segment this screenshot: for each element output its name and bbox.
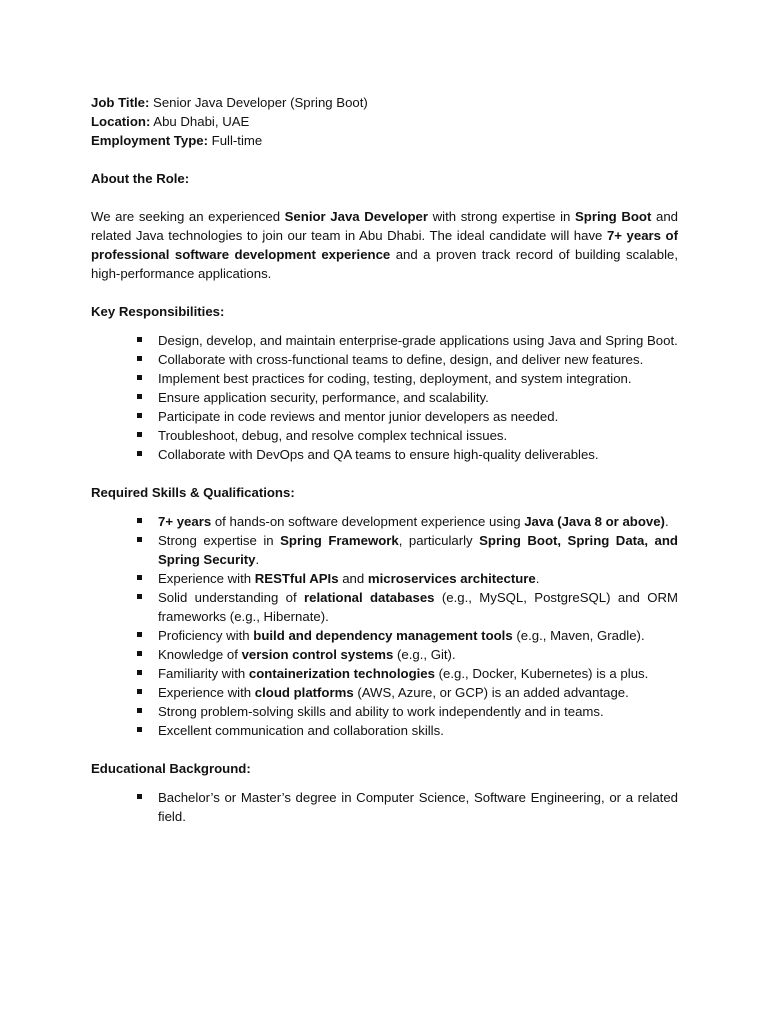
skill-bold: cloud platforms [254, 685, 354, 700]
skill-text: (e.g., Git). [393, 647, 456, 662]
location-line [91, 112, 678, 131]
skill-text: of hands-on software development experience using [211, 514, 525, 529]
square-bullet-icon [137, 794, 142, 799]
skill-text: Knowledge of [158, 647, 242, 662]
employment-type-value: Full-time [208, 133, 263, 148]
about-bold-1: Senior Java Developer [284, 209, 429, 224]
square-bullet-icon [137, 727, 142, 732]
list-item [158, 788, 678, 826]
square-bullet-icon [137, 537, 142, 542]
square-bullet-icon [137, 337, 142, 342]
location-value: Abu Dhabi, UAE [150, 114, 250, 129]
job-title-line [91, 93, 678, 112]
list-item-text: Troubleshoot, debug, and resolve complex technical issues. [158, 428, 508, 443]
skill-bold: Spring Framework [280, 533, 399, 548]
responsibilities-heading: Key Responsibilities: [91, 304, 225, 319]
about-text-1: We are seeking an experienced [91, 209, 285, 224]
list-item [158, 531, 678, 569]
skill-text: (e.g., Docker, Kubernetes) is a plus. [434, 666, 649, 681]
about-text-4: and a proven track record of building scalable, high-performance applications. [91, 247, 679, 281]
square-bullet-icon [137, 518, 142, 523]
square-bullet-icon [137, 356, 142, 361]
skill-bold: containerization technologies [248, 666, 435, 681]
list-item [158, 626, 678, 645]
job-title-value: Senior Java Developer (Spring Boot) [149, 95, 368, 110]
skill-text: (AWS, Azure, or GCP) is an added advantage. [353, 685, 629, 700]
list-item-text: Bachelor’s or Master’s degree in Computer Science, Software Engineering, or a related field. [158, 790, 678, 824]
square-bullet-icon [137, 451, 142, 456]
square-bullet-icon [137, 575, 142, 580]
skill-text: , particularly [398, 533, 480, 548]
list-item [158, 445, 678, 464]
list-item [158, 702, 678, 721]
square-bullet-icon [137, 670, 142, 675]
list-item [158, 664, 678, 683]
about-bold-3: 7+ years of professional software development experience [91, 228, 679, 262]
square-bullet-icon [137, 432, 142, 437]
list-item [158, 569, 678, 588]
list-item-text: Implement best practices for coding, testing, deployment, and system integration. [158, 371, 632, 386]
square-bullet-icon [137, 708, 142, 713]
square-bullet-icon [137, 689, 142, 694]
skill-bold: 7+ years [158, 514, 212, 529]
about-text-3: and related Java technologies to join our team in Abu Dhabi. The ideal candidate will have [91, 209, 678, 243]
skill-bold: Spring Boot, Spring Data, and Spring Security [158, 533, 678, 567]
skill-bold: RESTful APIs [254, 571, 339, 586]
skills-heading: Required Skills & Qualifications: [91, 485, 295, 500]
employment-type-line [91, 131, 678, 150]
skill-text: . [535, 571, 540, 586]
list-item [158, 350, 678, 369]
list-item [158, 721, 678, 740]
square-bullet-icon [137, 632, 142, 637]
skill-bold: microservices architecture [367, 571, 536, 586]
list-item-text: Design, develop, and maintain enterprise-grade applications using Java and Spring Boot. [158, 333, 678, 348]
square-bullet-icon [137, 394, 142, 399]
skill-bold: Java (Java 8 or above) [524, 514, 665, 529]
about-paragraph [91, 207, 678, 283]
skill-text: (e.g., MySQL, PostgreSQL) and ORM frameworks (e.g., Hibernate). [158, 590, 678, 624]
skills-list [91, 512, 678, 740]
square-bullet-icon [137, 651, 142, 656]
list-item-text: Ensure application security, performance, and scalability. [158, 390, 489, 405]
skill-text: Excellent communication and collaboration skills. [158, 723, 444, 738]
skill-text: Solid understanding of [158, 590, 304, 605]
job-description-document [91, 93, 678, 826]
job-title-label: Job Title: [91, 95, 150, 110]
skill-text: . [664, 514, 669, 529]
location-label: Location: [91, 114, 151, 129]
list-item [158, 645, 678, 664]
list-item [158, 512, 678, 531]
list-item-text: Collaborate with cross-functional teams to define, design, and deliver new features. [158, 352, 644, 367]
about-bold-2: Spring Boot [574, 209, 652, 224]
employment-type-label: Employment Type: [91, 133, 208, 148]
list-item [158, 388, 678, 407]
list-item-text: Participate in code reviews and mentor junior developers as needed. [158, 409, 559, 424]
skill-bold: build and dependency management tools [253, 628, 513, 643]
list-item [158, 407, 678, 426]
list-item [158, 426, 678, 445]
square-bullet-icon [137, 375, 142, 380]
skill-text: Experience with [158, 571, 255, 586]
skill-text: Strong problem-solving skills and ability to work independently and in teams. [158, 704, 604, 719]
skill-text: Familiarity with [158, 666, 249, 681]
about-heading: About the Role: [91, 171, 190, 186]
list-item [158, 588, 678, 626]
about-text-2: with strong expertise in [428, 209, 575, 224]
list-item [158, 331, 678, 350]
skill-text: . [255, 552, 260, 567]
education-heading: Educational Background: [91, 761, 251, 776]
skill-text: Experience with [158, 685, 255, 700]
list-item [158, 683, 678, 702]
skill-bold: relational databases [304, 590, 435, 605]
list-item [158, 369, 678, 388]
skill-text: (e.g., Maven, Gradle). [512, 628, 645, 643]
education-list [91, 788, 678, 826]
skill-bold: version control systems [241, 647, 394, 662]
skill-text: and [338, 571, 368, 586]
square-bullet-icon [137, 594, 142, 599]
responsibilities-list [91, 331, 678, 464]
skill-text: Strong expertise in [158, 533, 281, 548]
skill-text: Proficiency with [158, 628, 254, 643]
list-item-text: Collaborate with DevOps and QA teams to ensure high-quality deliverables. [158, 447, 599, 462]
square-bullet-icon [137, 413, 142, 418]
